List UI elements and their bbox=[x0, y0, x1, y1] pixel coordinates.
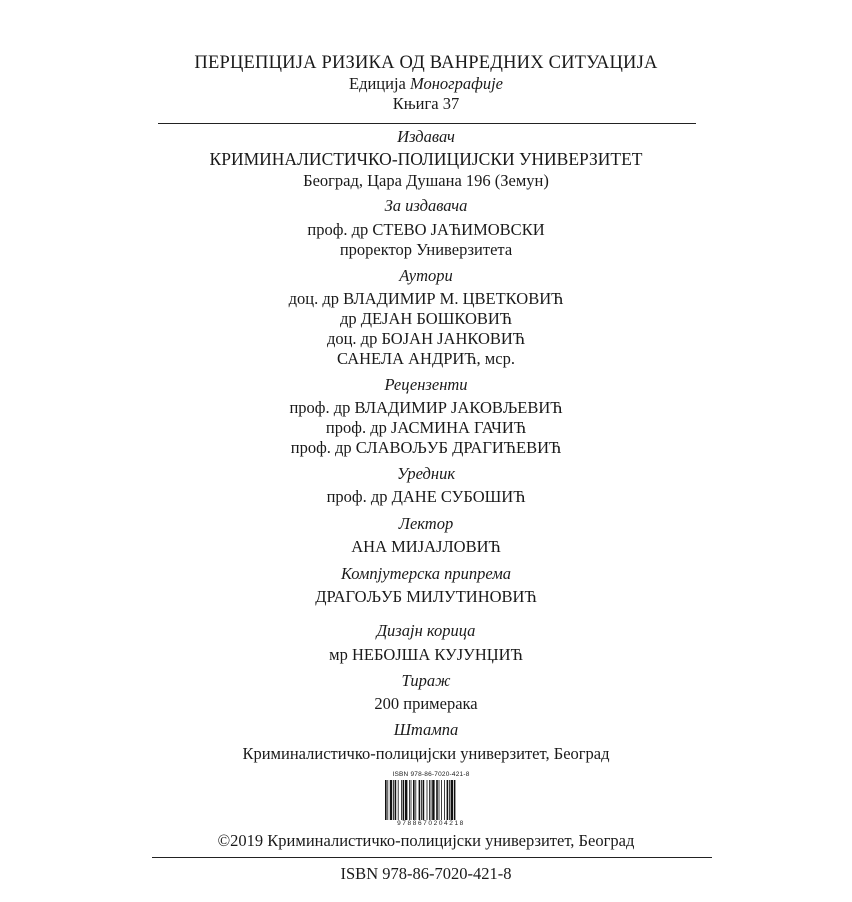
reviewer-line: проф. др СЛАВОЉУБ ДРАГИЋЕВИЋ bbox=[290, 438, 562, 457]
editor-name: проф. др ДАНЕ СУБОШИЋ bbox=[326, 487, 526, 506]
author-line: доц. др БОЈАН ЈАНКОВИЋ bbox=[326, 329, 526, 348]
typesetting-name: ДРАГОЉУБ МИЛУТИНОВИЋ bbox=[315, 587, 537, 606]
barcode-bars bbox=[383, 780, 479, 820]
author-line: др ДЕЈАН БОШКОВИЋ bbox=[339, 309, 513, 328]
barcode-bar bbox=[398, 780, 399, 820]
barcode-bar bbox=[451, 780, 453, 820]
reviewer-line: проф. др ЈАСМИНА ГАЧИЋ bbox=[325, 418, 527, 437]
publisher-name: КРИМИНАЛИСТИЧКО-ПОЛИЦИЈСКИ УНИВЕРЗИТЕТ bbox=[209, 149, 643, 169]
proofreader-label: Лектор bbox=[398, 514, 454, 533]
barcode-bar bbox=[454, 780, 456, 820]
editor-label: Уредник bbox=[396, 464, 456, 483]
barcode-isbn-text: ISBN 978-86-7020-421-8 bbox=[392, 771, 470, 778]
barcode-bar bbox=[401, 780, 402, 820]
reviewers-label: Рецензенти bbox=[384, 375, 468, 394]
barcode-bar bbox=[441, 780, 442, 820]
top-divider bbox=[158, 123, 696, 124]
barcode-bar bbox=[432, 780, 434, 820]
publisher-address: Београд, Цара Душана 196 (Земун) bbox=[303, 171, 549, 190]
isbn-line: ISBN 978-86-7020-421-8 bbox=[340, 864, 512, 883]
barcode-bar bbox=[390, 780, 392, 820]
for-publisher-label: За издавача bbox=[384, 196, 468, 215]
edition-name: Монографије bbox=[409, 74, 503, 93]
author-line: доц. др ВЛАДИМИР М. ЦВЕТКОВИЋ bbox=[288, 289, 564, 308]
barcode-digits: 9788670204218 bbox=[397, 820, 465, 827]
isbn-barcode bbox=[383, 771, 479, 829]
barcode-bar bbox=[411, 780, 412, 820]
barcode-bar bbox=[421, 780, 422, 820]
barcode-bar bbox=[444, 780, 445, 820]
authors-label: Аутори bbox=[399, 266, 453, 285]
barcode-bar bbox=[413, 780, 415, 820]
barcode-bar bbox=[405, 780, 407, 820]
barcode-bar bbox=[403, 780, 405, 820]
printing-label: Штампа bbox=[393, 720, 459, 739]
barcode-bar bbox=[449, 780, 450, 820]
cover-designer: мр НЕБОЈША КУЈУНЏИЋ bbox=[329, 645, 523, 664]
volume-line: Књига 37 bbox=[392, 94, 460, 113]
cover-label: Дизајн корица bbox=[376, 621, 476, 640]
barcode-bar bbox=[419, 780, 421, 820]
printer-name: Криминалистичко-полицијски универзитет, Београд bbox=[242, 744, 610, 763]
barcode-bar bbox=[415, 780, 416, 820]
barcode-bar bbox=[429, 780, 430, 820]
author-line: САНЕЛА АНДРИЋ, мср. bbox=[337, 349, 515, 368]
typesetting-label: Компјутерска припрема bbox=[340, 564, 512, 583]
barcode-bar bbox=[439, 780, 440, 820]
barcode-bar bbox=[393, 780, 394, 820]
proofreader-name: АНА МИЈАЈЛОВИЋ bbox=[351, 537, 501, 556]
edition-prefix: Едиција bbox=[348, 74, 410, 93]
barcode-bar bbox=[423, 780, 425, 820]
barcode-bar bbox=[387, 780, 388, 820]
barcode-bar bbox=[395, 780, 397, 820]
publisher-label: Издавач bbox=[397, 127, 455, 146]
barcode-bar bbox=[427, 780, 428, 820]
reviewer-line: проф. др ВЛАДИМИР ЈАКОВЉЕВИЋ bbox=[289, 398, 563, 417]
for-publisher-role: проректор Универзитета bbox=[339, 240, 513, 259]
print-run-value: 200 примерака bbox=[374, 694, 478, 713]
barcode-bar bbox=[436, 780, 438, 820]
barcode-bar bbox=[431, 780, 432, 820]
barcode-bar bbox=[447, 780, 449, 820]
copyright-line: ©2019 Криминалистичко-полицијски универзитет, Београд bbox=[217, 831, 635, 850]
edition-line bbox=[0, 74, 852, 93]
barcode-bar bbox=[385, 780, 387, 820]
print-run-label: Тираж bbox=[401, 671, 451, 690]
barcode-bar bbox=[409, 780, 410, 820]
for-publisher-name: проф. др СТЕВО ЈАЋИМОВСКИ bbox=[307, 220, 545, 239]
book-title: ПЕРЦЕПЦИЈА РИЗИКА ОД ВАНРЕДНИХ СИТУАЦИЈА bbox=[194, 53, 658, 73]
bottom-divider bbox=[152, 857, 712, 858]
